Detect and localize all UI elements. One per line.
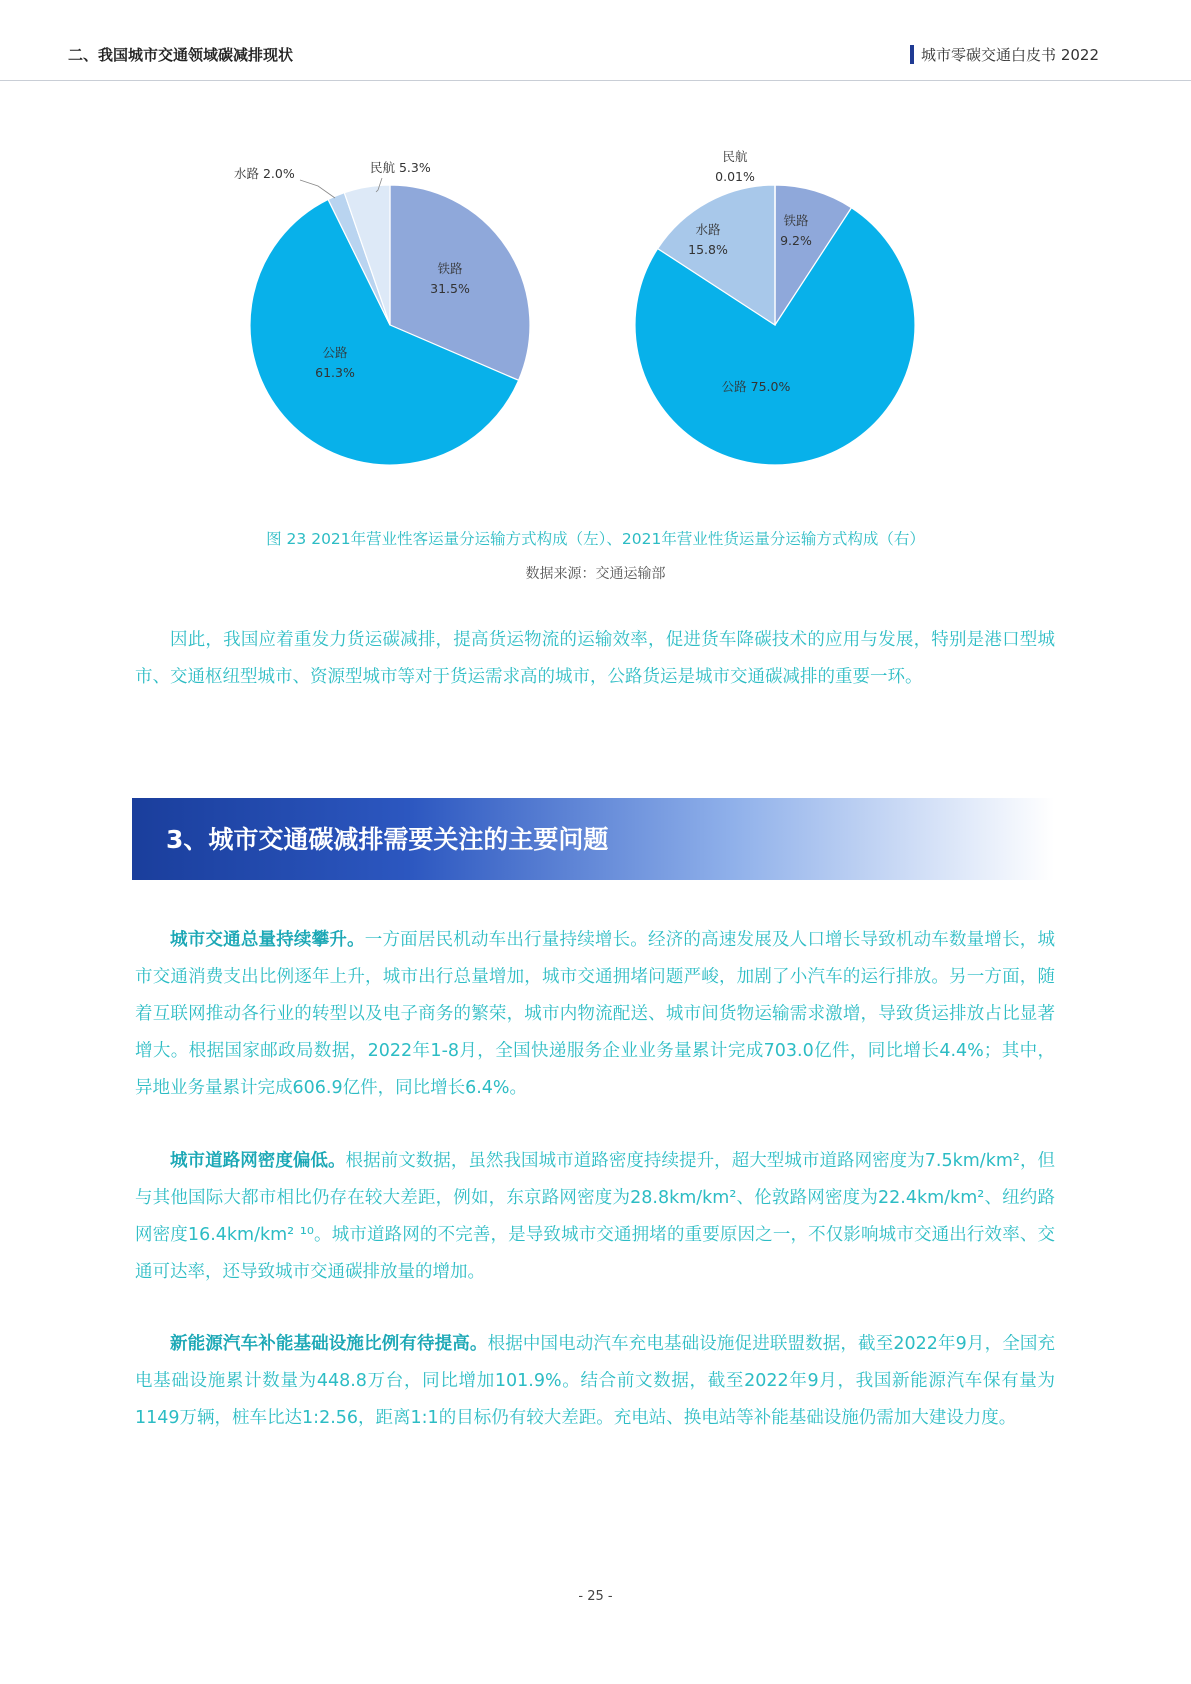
section-title: 3、城市交通碳减排需要关注的主要问题	[166, 825, 609, 854]
pie-leader-line-2	[300, 180, 335, 198]
pie-label-1-1: 61.3%	[315, 365, 355, 380]
header-right	[910, 44, 1099, 65]
pie-label-0-1: 31.5%	[430, 281, 470, 296]
pie-label-3-0: 民航 5.3%	[370, 160, 431, 175]
pie-label-1-0: 公路	[322, 345, 348, 360]
section-banner	[132, 798, 1054, 880]
figure-caption: 图 23 2021年营业性客运量分运输方式构成（左）、2021年营业性货运量分运输方式构成（右）	[266, 530, 925, 548]
paragraph-text: 根据前文数据，虽然我国城市道路密度持续提升，超大型城市道路网密度为7.5km/km²，但与其他国际大都市相比仍存在较大差距，例如，东京路网密度为28.8km/km²、伦敦路网密度为22.4km/km²、纽约路网密度16.4km/km² ¹⁰。城市道路网的不完善，是导致城市交通拥堵的重要原因之一，不仅影响城市交通出行效率、交通可达率，还导致城市交通碳排放量的增加。	[135, 1151, 1055, 1282]
figure-source: 数据来源：交通运输部	[525, 566, 666, 582]
page-number: - 25 -	[578, 1589, 613, 1604]
pie-label-1-0: 公路 75.0%	[721, 379, 791, 394]
paragraph-road-density	[135, 1143, 1055, 1291]
passenger-pie-chart	[230, 150, 600, 510]
paragraph-lead: 新能源汽车补能基础设施比例有待提高。	[170, 1334, 488, 1354]
header-left-title: 二、我国城市交通领域碳减排现状	[68, 46, 294, 64]
header-accent-bar	[910, 45, 914, 64]
pie-label-0-0: 铁路	[783, 213, 809, 228]
header-right-title: 城市零碳交通白皮书 2022	[921, 46, 1099, 64]
paragraph-lead: 城市交通总量持续攀升。	[170, 930, 365, 950]
pie-label-0-0: 铁路	[437, 261, 463, 276]
header-divider	[0, 80, 1191, 81]
freight-pie-chart	[630, 150, 950, 510]
intro-paragraph: 因此，我国应着重发力货运碳减排，提高货运物流的运输效率，促进货车降碳技术的应用与发展，特别是港口型城市、交通枢纽型城市、资源型城市等对于货运需求高的城市，公路货运是城市交通碳减排的重要一环。	[135, 630, 1055, 687]
pie-label-2-0: 水路 2.0%	[234, 166, 295, 181]
pie-label-3-1: 0.01%	[715, 169, 755, 184]
pie-label-2-0: 水路	[695, 222, 721, 237]
paragraph-charging-infrastructure	[135, 1326, 1055, 1437]
paragraph-lead: 城市道路网密度偏低。	[170, 1151, 346, 1171]
pie-label-2-1: 15.8%	[688, 242, 728, 257]
pie-label-3-0: 民航	[722, 150, 748, 164]
paragraph-text: 一方面居民机动车出行量持续增长。经济的高速发展及人口增长导致机动车数量增长，城市交通消费支出比例逐年上升，城市出行总量增加，城市交通拥堵问题严峻，加剧了小汽车的运行排放。另一方面，随着互联网推动各行业的转型以及电子商务的繁荣，城市内物流配送、城市间货物运输需求激增，导致货运排放占比显著增大。根据国家邮政局数据，2022年1-8月，全国快递服务企业业务量累计完成703.0亿件，同比增长4.4%；其中，异地业务量累计完成606.9亿件，同比增长6.4%。	[135, 930, 1056, 1098]
paragraph-traffic-volume	[135, 922, 1055, 1107]
paragraph-text: 根据中国电动汽车充电基础设施促进联盟数据，截至2022年9月，全国充电基础设施累计数量为448.8万台，同比增加101.9%。结合前文数据，截至2022年9月，我国新能源汽车保有量为1149万辆，桩车比达1:2.56，距离1:1的目标仍有较大差距。充电站、换电站等补能基础设施仍需加大建设力度。	[135, 1334, 1055, 1428]
pie-label-0-1: 9.2%	[780, 233, 812, 248]
